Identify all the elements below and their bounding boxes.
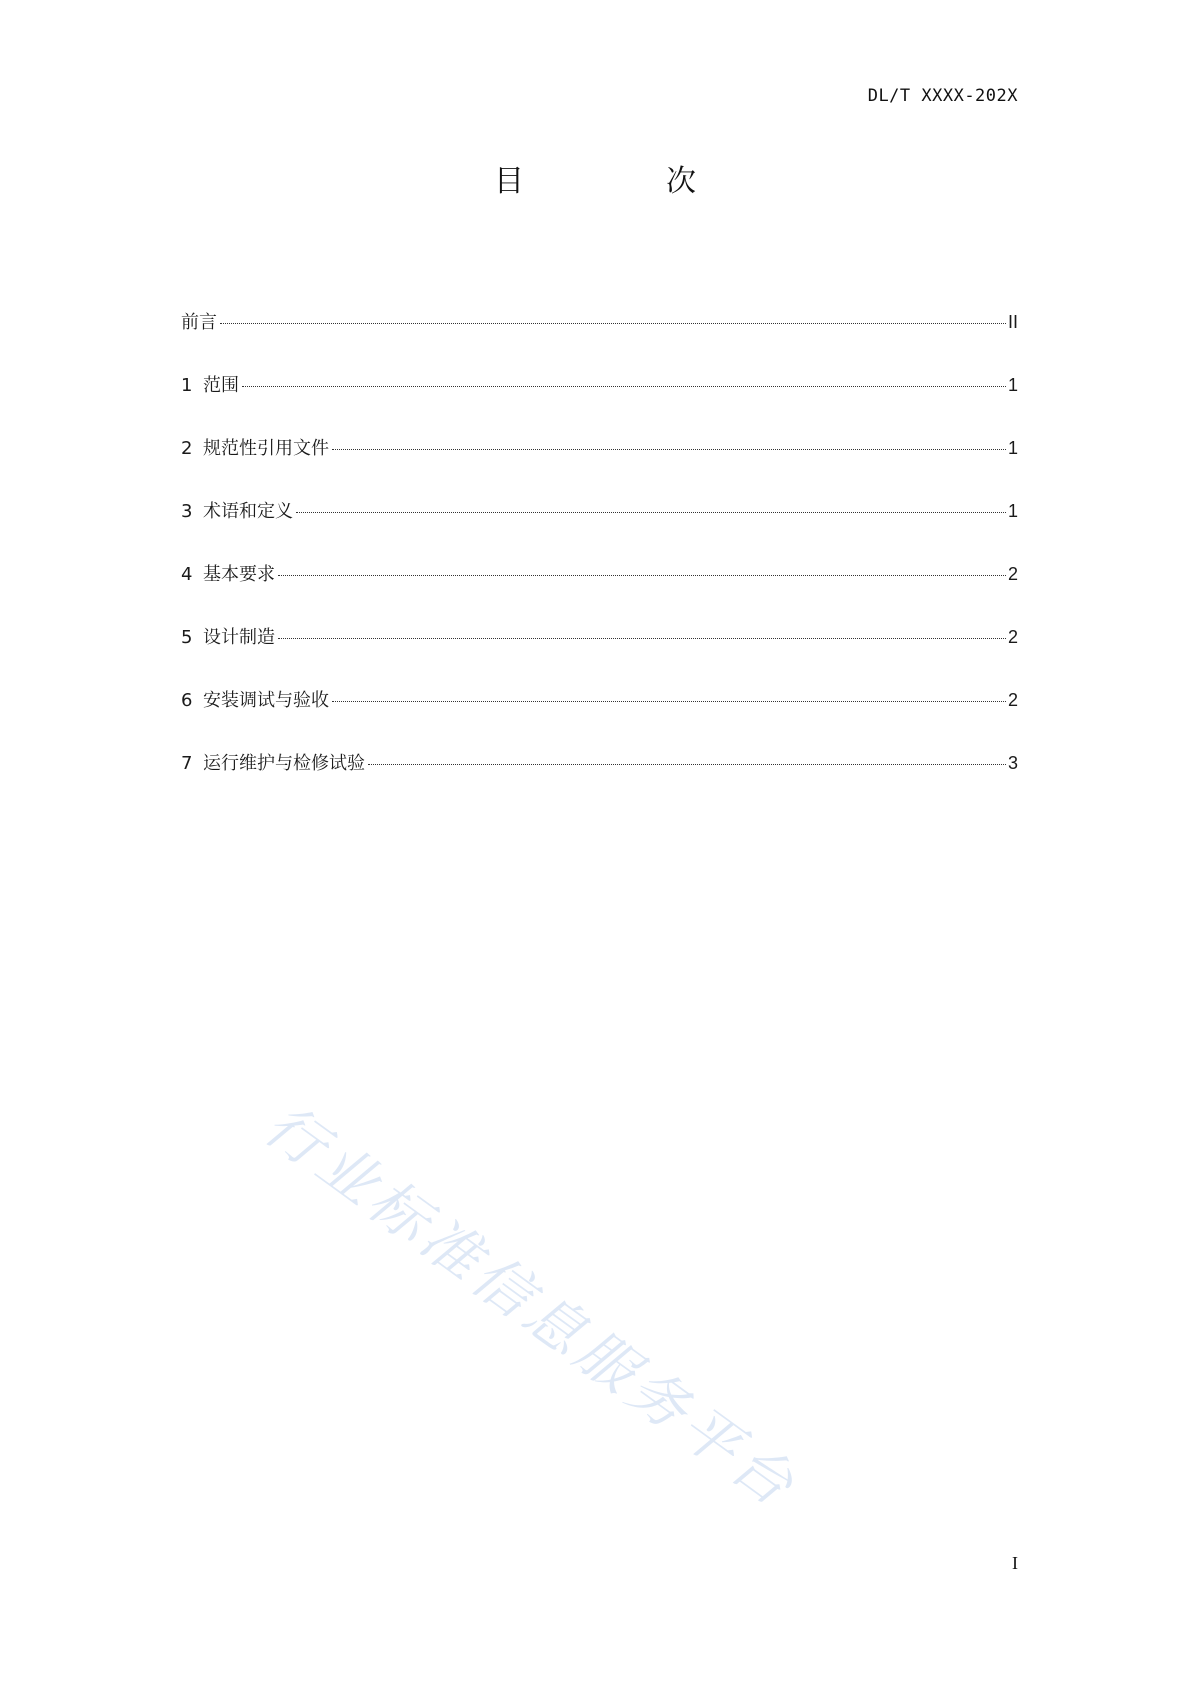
dot-leader xyxy=(242,386,1006,387)
table-of-contents xyxy=(181,308,1018,812)
watermark: 行业标准信息服务平台 xyxy=(252,1090,811,1522)
toc-entry-label: 规范性引用文件 xyxy=(203,438,329,459)
toc-entry-terms-definitions[interactable] xyxy=(181,497,1018,560)
toc-entry-label: 术语和定义 xyxy=(203,501,293,522)
toc-entry-foreword[interactable] xyxy=(181,308,1018,371)
dot-leader xyxy=(296,512,1006,513)
dot-leader xyxy=(278,575,1006,576)
toc-entry-page: 2 xyxy=(1007,690,1018,710)
dot-leader xyxy=(332,701,1006,702)
toc-entry-label: 范围 xyxy=(203,375,239,396)
dot-leader xyxy=(332,449,1006,450)
toc-entry-design-manufacturing[interactable] xyxy=(181,623,1018,686)
toc-entry-page: II xyxy=(1007,312,1018,332)
toc-entry-label: 基本要求 xyxy=(203,564,275,585)
toc-entry-basic-requirements[interactable] xyxy=(181,560,1018,623)
toc-entry-page: 2 xyxy=(1007,627,1018,647)
page-number: I xyxy=(1012,1553,1018,1573)
toc-entry-number: 3 xyxy=(181,501,193,522)
dot-leader xyxy=(368,764,1006,765)
toc-entry-number: 2 xyxy=(181,438,193,459)
toc-entry-number: 5 xyxy=(181,627,193,648)
toc-entry-label: 安装调试与验收 xyxy=(203,690,329,711)
toc-entry-page: 1 xyxy=(1007,438,1018,458)
toc-entry-page: 2 xyxy=(1007,564,1018,584)
toc-entry-installation-acceptance[interactable] xyxy=(181,686,1018,749)
toc-entry-label: 设计制造 xyxy=(203,627,275,648)
toc-entry-page: 1 xyxy=(1007,501,1018,521)
toc-entry-operation-maintenance[interactable] xyxy=(181,749,1018,812)
toc-entry-page: 3 xyxy=(1007,753,1018,773)
toc-title: 目 次 xyxy=(494,164,752,199)
toc-entry-normative-references[interactable] xyxy=(181,434,1018,497)
toc-entry-number: 6 xyxy=(181,690,193,711)
toc-entry-label: 运行维护与检修试验 xyxy=(203,753,365,774)
toc-entry-page: 1 xyxy=(1007,375,1018,395)
toc-entry-number: 7 xyxy=(181,753,193,774)
toc-entry-number: 1 xyxy=(181,375,193,396)
toc-entry-label: 前言 xyxy=(181,312,217,333)
dot-leader xyxy=(220,323,1006,324)
toc-entry-scope[interactable] xyxy=(181,371,1018,434)
toc-entry-number: 4 xyxy=(181,564,193,585)
document-code: DL/T XXXX-202X xyxy=(867,86,1018,106)
dot-leader xyxy=(278,638,1006,639)
